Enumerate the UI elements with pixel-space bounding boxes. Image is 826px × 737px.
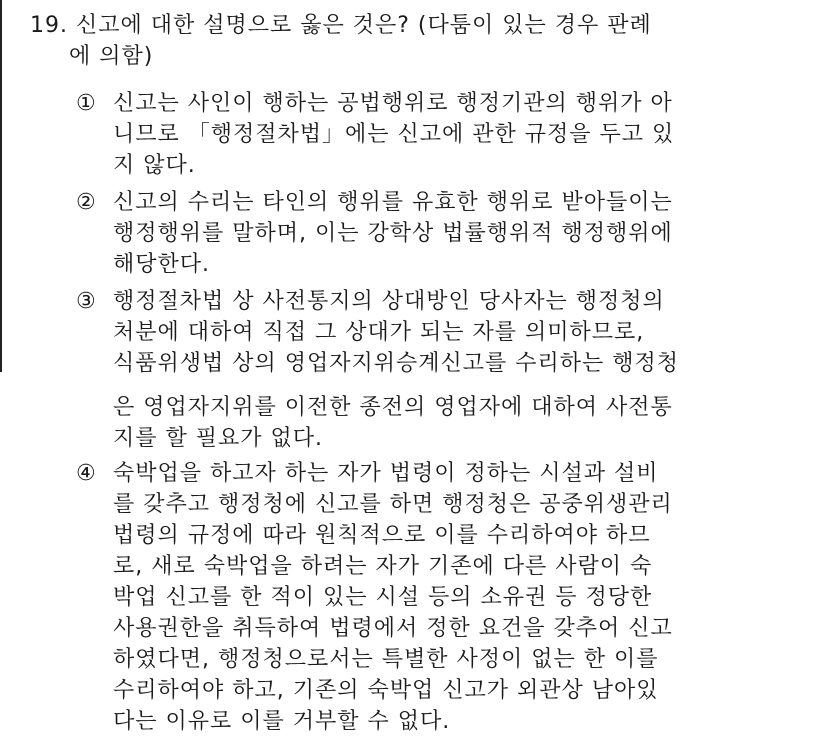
choice-1-marker: ① [76, 91, 97, 116]
choice-3-line-2: 처분에 대하여 직접 그 상대가 되는 자를 의미하므로, [113, 320, 645, 345]
choice-4-line-8: 수리하여야 하고, 기존의 숙박업 신고가 외관상 남아있 [113, 678, 659, 703]
choice-3[interactable] [30, 286, 790, 454]
choice-1-line-3: 지 않다. [113, 153, 196, 178]
choice-3-line-3: 식품위생법 상의 영업자지위승계신고를 수리하는 행정청 [113, 351, 680, 376]
choice-4-line-6: 사용권한을 취득하여 법령에서 정한 요건을 갖추어 신고 [113, 616, 673, 641]
choice-1-line-1: 신고는 사인이 행하는 공법행위로 행정기관의 행위가 아 [113, 91, 673, 116]
choice-2-line-3: 해당한다. [113, 252, 211, 277]
stem-text-1: 신고에 대한 설명으로 옳은 것은? (다툼이 있는 경우 판례 [76, 13, 652, 38]
choice-3-line-4: 은 영업자지위를 이전한 종전의 영업자에 대하여 사전통 [113, 395, 673, 420]
choice-3-line-5: 지를 할 필요가 없다. [113, 426, 323, 451]
choice-2-marker: ② [76, 190, 97, 215]
choice-2[interactable] [30, 187, 790, 280]
choice-4-line-2: 를 갖추고 행정청에 신고를 하면 행정청은 공중위생관리 [113, 492, 673, 517]
choice-3-line-1: 행정절차법 상 사전통지의 상대방인 당사자는 행정청의 [113, 289, 665, 314]
choice-4-line-7: 하였다면, 행정청으로서는 특별한 사정이 없는 한 이를 [113, 647, 659, 672]
choice-4-line-3: 법령의 규정에 따라 원칙적으로 이를 수리하여야 하므 [113, 523, 651, 548]
choice-2-line-1: 신고의 수리는 타인의 행위를 유효한 행위로 받아들이는 [113, 190, 673, 215]
choice-4-marker: ④ [76, 461, 97, 486]
choice-3-marker: ③ [76, 289, 97, 314]
choice-4[interactable] [30, 458, 790, 737]
stem-line-1 [30, 10, 770, 41]
stem-line-2: 에 의함) [69, 44, 154, 69]
choice-4-line-5: 박업 신고를 한 적이 있는 시설 등의 소유권 등 정당한 [113, 585, 653, 610]
choice-4-line-4: 로, 새로 숙박업을 하려는 자가 기존에 다른 사람이 숙 [113, 554, 653, 579]
question-stem [30, 10, 770, 72]
choice-4-line-1: 숙박업을 하고자 하는 자가 법령이 정하는 시설과 설비 [113, 461, 659, 486]
choice-4-line-9: 다는 이유로 이를 거부할 수 없다. [113, 709, 451, 734]
choice-1[interactable] [30, 88, 790, 181]
margin-rule [0, 0, 2, 372]
choice-1-line-2: 니므로 「행정절차법」에는 신고에 관한 규정을 두고 있 [113, 122, 675, 147]
question-number: 19. [30, 13, 68, 38]
choice-2-line-2: 행정행위를 말하며, 이는 강학상 법률행위적 행정행위에 [113, 221, 673, 246]
